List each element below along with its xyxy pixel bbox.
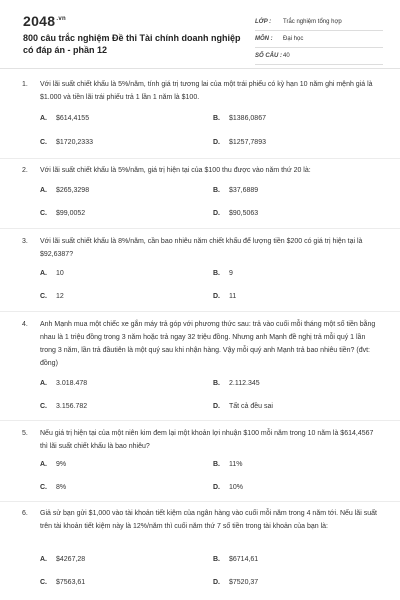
option-letter: C. xyxy=(40,293,47,300)
option-letter: A. xyxy=(40,461,47,468)
option-text: $265,3298 xyxy=(56,187,90,194)
question-number: 4. xyxy=(22,321,28,328)
option-text: 8% xyxy=(56,484,67,491)
answer-option-a[interactable] xyxy=(40,187,89,194)
option-text: 11% xyxy=(229,461,243,468)
option-text: $7520,37 xyxy=(229,579,259,586)
option-letter: B. xyxy=(213,380,220,387)
option-text: $1386,0867 xyxy=(229,115,266,122)
answer-option-c[interactable] xyxy=(40,579,85,586)
answer-option-a[interactable] xyxy=(40,461,66,468)
question-divider xyxy=(0,420,400,421)
option-letter: C. xyxy=(40,579,47,586)
question-text: Với lãi suất chiết khấu là 5%/năm, giá trị hiện tại của $100 thu được vào năm thứ 20 là: xyxy=(40,167,311,174)
answer-option-b[interactable] xyxy=(213,270,233,277)
option-text: 10 xyxy=(56,270,64,277)
option-text: $6714,61 xyxy=(229,556,259,563)
answer-option-b[interactable] xyxy=(213,380,260,387)
question-divider xyxy=(0,311,400,312)
answer-option-a[interactable] xyxy=(40,270,64,277)
option-text: 3.156.782 xyxy=(56,403,88,410)
meta-label: LỚP : xyxy=(255,19,272,25)
option-letter: A. xyxy=(40,115,47,122)
option-letter: B. xyxy=(213,270,220,277)
answer-option-c[interactable] xyxy=(40,484,66,491)
option-text: $7563,61 xyxy=(56,579,86,586)
option-text: 9 xyxy=(229,270,233,277)
logo-tld: .vn xyxy=(56,16,66,23)
header xyxy=(0,0,400,68)
option-text: $4267,28 xyxy=(56,556,86,563)
meta-row-class xyxy=(255,14,383,31)
option-letter: C. xyxy=(40,403,47,410)
meta-row-count xyxy=(255,48,383,65)
option-letter: D. xyxy=(213,403,220,410)
meta-value: Trắc nghiệm tổng hợp xyxy=(283,19,342,25)
option-letter: D. xyxy=(213,293,220,300)
option-letter: A. xyxy=(40,556,47,563)
meta-value: Đại học xyxy=(283,36,304,42)
option-letter: B. xyxy=(213,187,220,194)
answer-option-a[interactable] xyxy=(40,556,85,563)
question-text: Giả sử bạn gửi $1,000 vào tài khoản tiết kiệm của ngân hàng vào cuối mỗi năm trong 4 năm tới. Nếu lãi suất trên tài khoản tiết kiệm này là 12%/năm thì cuối năm thứ 7 số tiền trong tài khoản của bạn là: xyxy=(40,510,377,530)
option-text: $1720,2333 xyxy=(56,139,93,146)
question-number: 3. xyxy=(22,238,28,245)
answer-option-d[interactable] xyxy=(213,403,273,410)
question-text: Nếu giá trị hiện tại của một niên kim đem lại một khoản lợi nhuận $100 mỗi năm trong 10 năm là $614,4567 thì lãi suất chiết khấu là bao nhiêu? xyxy=(40,430,374,450)
option-text: $37,6889 xyxy=(229,187,259,194)
meta-value: 40 xyxy=(283,53,290,59)
option-text: 3.018.478 xyxy=(56,380,88,387)
option-text: $90,5063 xyxy=(229,210,259,217)
answer-option-b[interactable] xyxy=(213,187,258,194)
option-text: $99,0052 xyxy=(56,210,86,217)
option-letter: C. xyxy=(40,210,47,217)
question-divider xyxy=(0,158,400,159)
option-letter: A. xyxy=(40,270,47,277)
answer-option-c[interactable] xyxy=(40,293,64,300)
option-text: $1257,7893 xyxy=(229,139,266,146)
question-text: Với lãi suất chiết khấu là 8%/năm, cần bao nhiêu năm chiết khấu để lượng tiền $200 có giá trị hiện tại là $92,6387? xyxy=(40,238,363,258)
header-divider xyxy=(0,68,400,69)
question-text: Với lãi suất chiết khấu là 5%/năm, tính giá trị tương lai của một trái phiếu có kỳ hạn 10 năm ghi mệnh giá là $1.000 và tiền lãi trái phiếu trả 1 lần 1 năm là $100. xyxy=(40,81,373,101)
option-text: 11 xyxy=(229,293,237,300)
question-text: Anh Mạnh mua một chiếc xe gắn máy trả góp với phương thức sau: trả vào cuối mỗi tháng một số tiền bằng nhau là 1 triệu đồng trong 3 năm hoặc trả ngay 32 triệu đồng. Nhưng anh Mạnh đề nghị trả mỗi quý 1 lần trong 3 năm, lần trả đầutiên là một quý sau khi nhận hàng. Vậy mỗi quý anh Mạnh trả bao nhiêu tiền? (đvt: đồng) xyxy=(40,321,376,367)
question-number: 6. xyxy=(22,510,28,517)
logo-text: 2048 xyxy=(23,13,56,29)
option-letter: A. xyxy=(40,380,47,387)
meta-label: SỐ CÂU : xyxy=(255,53,282,59)
option-text: $614,4155 xyxy=(56,115,90,122)
answer-option-d[interactable] xyxy=(213,484,243,491)
question-divider xyxy=(0,228,400,229)
meta-label: MÔN : xyxy=(255,36,273,42)
option-text: 9% xyxy=(56,461,67,468)
answer-option-a[interactable] xyxy=(40,380,87,387)
question-number: 2. xyxy=(22,167,28,174)
question-divider xyxy=(0,501,400,502)
answer-option-c[interactable] xyxy=(40,139,93,146)
option-letter: D. xyxy=(213,139,220,146)
answer-option-c[interactable] xyxy=(40,210,85,217)
option-letter: D. xyxy=(213,484,220,491)
option-letter: C. xyxy=(40,139,47,146)
option-text: 2.112.345 xyxy=(229,380,260,387)
option-letter: B. xyxy=(213,556,220,563)
answer-option-d[interactable] xyxy=(213,139,266,146)
question-number: 1. xyxy=(22,81,28,88)
answer-option-b[interactable] xyxy=(213,461,243,468)
option-letter: B. xyxy=(213,461,220,468)
exam-meta xyxy=(255,14,383,65)
answer-option-b[interactable] xyxy=(213,115,266,122)
answer-option-b[interactable] xyxy=(213,556,258,563)
answer-option-d[interactable] xyxy=(213,293,236,300)
site-logo[interactable] xyxy=(23,13,66,29)
question-number: 5. xyxy=(22,430,28,437)
option-letter: D. xyxy=(213,579,220,586)
option-text: Tất cả đều sai xyxy=(229,403,273,410)
option-letter: D. xyxy=(213,210,220,217)
option-text: 12 xyxy=(56,293,64,300)
answer-option-d[interactable] xyxy=(213,579,258,586)
answer-option-a[interactable] xyxy=(40,115,89,122)
exam-title: 800 câu trắc nghiệm Đề thi Tài chính doanh nghiệp có đáp án - phần 12 xyxy=(23,33,241,55)
option-letter: B. xyxy=(213,115,220,122)
meta-row-subject xyxy=(255,31,383,48)
option-text: 10% xyxy=(229,484,244,491)
answer-option-d[interactable] xyxy=(213,210,258,217)
option-letter: C. xyxy=(40,484,47,491)
answer-option-c[interactable] xyxy=(40,403,87,410)
option-letter: A. xyxy=(40,187,47,194)
